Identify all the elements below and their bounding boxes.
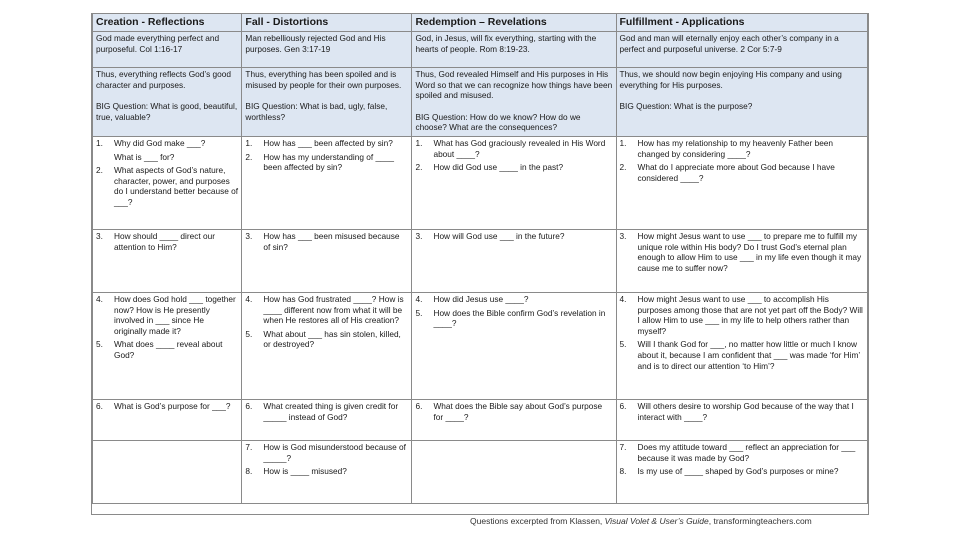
question-item <box>245 466 408 477</box>
question-cell <box>242 230 412 293</box>
question-text: How should ____ direct our attention to Him? <box>114 231 216 252</box>
question-cell <box>93 400 242 441</box>
thus-text: Thus, everything has been spoiled and is misused by people for their own purposes. <box>245 69 402 90</box>
question-number: 5. <box>245 328 253 339</box>
question-cell <box>412 441 616 504</box>
question-text: How has my understanding of ____ been affected by sin? <box>263 151 394 173</box>
question-cell <box>412 137 616 230</box>
question-row <box>93 137 868 230</box>
summary-row <box>93 32 868 68</box>
question-number: 6. <box>415 401 423 411</box>
thus-cell-creation <box>93 68 242 137</box>
question-item <box>620 339 865 371</box>
question-item <box>415 162 612 173</box>
question-text: What does the Bible say about God’s purpose for ____? <box>433 401 603 422</box>
question-text: How has my relationship to my heavenly Father been changed by considering ____? <box>637 138 834 159</box>
question-number: 3. <box>415 231 423 241</box>
question-number: 4. <box>619 294 627 304</box>
column-header-creation: Creation - Reflections <box>93 14 242 32</box>
worldview-questions-table <box>92 13 868 504</box>
question-text: Is my use of ____ shaped by God’s purposes or mine? <box>637 466 839 477</box>
question-list <box>245 231 408 252</box>
question-list <box>96 138 238 208</box>
question-item <box>96 339 238 360</box>
question-number: 6. <box>96 401 103 411</box>
question-number: 2. <box>619 162 627 173</box>
question-cell <box>412 293 616 400</box>
question-item <box>415 294 612 305</box>
question-number: 1. <box>619 138 627 148</box>
question-item <box>245 329 408 350</box>
question-text: Does my attitude toward ___ reflect an appreciation for ___ because it was made by God? <box>637 442 856 463</box>
question-cell <box>616 293 868 400</box>
question-item <box>620 162 865 183</box>
question-item <box>245 231 408 252</box>
question-text: What about ___ has sin stolen, killed, or destroyed? <box>263 328 401 350</box>
question-item <box>620 466 865 477</box>
question-list <box>245 294 408 350</box>
summary-redemption: God, in Jesus, will fix everything, starting with the hearts of people. Rom 8:19-23. <box>412 32 616 68</box>
question-item <box>415 401 612 422</box>
question-cell <box>242 400 412 441</box>
question-item <box>620 442 865 463</box>
worldview-questions-table-frame <box>91 13 869 515</box>
question-item <box>245 138 408 149</box>
question-item <box>96 231 238 252</box>
column-header-fall: Fall - Distortions <box>242 14 412 32</box>
question-cell <box>616 441 868 504</box>
question-item <box>415 231 612 242</box>
question-row <box>93 293 868 400</box>
question-list <box>620 442 865 477</box>
question-number: 5. <box>619 339 627 350</box>
column-header-fulfillment: Fulfillment - Applications <box>616 14 868 32</box>
question-number: 2. <box>245 151 253 162</box>
question-number: 6. <box>619 401 627 411</box>
question-item <box>245 401 408 422</box>
summary-fall: Man rebelliously rejected God and His purposes. Gen 3:17-19 <box>242 32 412 68</box>
question-text: Why did God make ___? <box>114 138 206 148</box>
question-list <box>415 401 612 422</box>
thus-cell-fall <box>242 68 412 137</box>
question-item <box>96 401 238 412</box>
question-number <box>96 152 114 163</box>
question-text: How is God misunderstood because of _____? <box>263 442 406 463</box>
column-header-redemption: Redemption – Revelations <box>412 14 616 32</box>
question-text: How does the Bible confirm God’s revelation in ____? <box>433 307 606 329</box>
thus-text: Thus, we should now begin enjoying His company and using everything for His purposes. <box>619 69 842 90</box>
question-number: 8. <box>245 466 253 477</box>
question-item <box>245 442 408 463</box>
thus-cell-redemption <box>412 68 616 137</box>
question-text: How will God use ___ in the future? <box>433 231 565 241</box>
question-text: How has ___ been misused because of sin? <box>263 231 400 252</box>
question-cell <box>242 137 412 230</box>
question-cell <box>616 400 868 441</box>
question-cell <box>93 230 242 293</box>
question-item <box>96 165 238 207</box>
question-row <box>93 400 868 441</box>
question-item <box>96 294 238 336</box>
thus-text: Thus, God revealed Himself and His purposes in His Word so that we can recognize how things have been spoiled and misused. <box>415 69 613 101</box>
question-text: What aspects of God’s nature, character, power, and purposes do I understand better because of ___? <box>114 165 239 207</box>
question-text: What has God graciously revealed in His Word about ____? <box>433 138 606 159</box>
summary-fulfillment: God and man will eternally enjoy each other’s company in a perfect and purposeful universe. 2 Cor 5:7-9 <box>616 32 868 68</box>
citation-prefix: Questions excerpted from Klassen, <box>470 516 605 526</box>
question-number: 3. <box>96 231 103 241</box>
question-text: How might Jesus want to use ___ to prepare me to fulfill my unique role within His body? Do I trust God’s eternal plan enough to allow Him to use ___ in my life even though it may cause me to suffer now? <box>637 231 862 273</box>
question-text: What does ____ reveal about God? <box>114 339 223 360</box>
question-number: 2. <box>96 165 103 176</box>
question-number: 4. <box>245 294 253 304</box>
question-number: 5. <box>96 339 103 350</box>
question-text: What do I appreciate more about God because I have considered ____? <box>637 162 835 183</box>
question-cell <box>616 137 868 230</box>
thus-text: Thus, everything reflects God’s good character and purposes. <box>96 69 231 90</box>
question-text: What is ___ for? <box>114 151 175 162</box>
question-cell <box>412 230 616 293</box>
question-text: How is ____ misused? <box>263 466 347 477</box>
citation-suffix: , transformingteachers.com <box>708 516 812 526</box>
question-text: What created thing is given credit for _____ instead of God? <box>263 401 399 422</box>
question-text: What is God’s purpose for ___? <box>114 401 231 411</box>
question-item <box>620 401 865 422</box>
question-number: 3. <box>245 231 253 241</box>
question-number: 3. <box>619 231 627 241</box>
thus-cell-fulfillment <box>616 68 868 137</box>
question-item <box>620 231 865 273</box>
question-text: How did Jesus use ____? <box>433 294 529 304</box>
question-list <box>620 294 865 371</box>
question-cell <box>242 441 412 504</box>
question-list <box>96 231 238 252</box>
question-text: How did God use ____ in the past? <box>433 162 564 173</box>
question-text: How might Jesus want to use ___ to accomplish His purposes among those that are not yet part off the Body? Will I allow Him to use ___ in my life to help others rather than myself? <box>637 294 863 336</box>
question-number: 8. <box>619 466 627 477</box>
question-item <box>245 294 408 326</box>
question-number: 5. <box>415 307 423 318</box>
question-cell <box>616 230 868 293</box>
big-question: BIG Question: What is the purpose? <box>619 101 753 112</box>
question-number: 1. <box>415 138 423 148</box>
question-text: How does God hold ___ together now? How is He presently involved in ___ since He originally made it? <box>114 294 236 336</box>
question-list <box>620 401 865 422</box>
question-list <box>620 231 865 273</box>
summary-creation: God made everything perfect and purposeful. Col 1:16-17 <box>93 32 242 68</box>
question-list <box>96 401 238 412</box>
question-list <box>96 294 238 361</box>
question-number: 4. <box>415 294 423 304</box>
source-citation <box>470 516 812 526</box>
question-item <box>415 138 612 159</box>
question-cell <box>93 293 242 400</box>
big-question: BIG Question: How do we know? How do we choose? What are the consequences? <box>415 111 581 133</box>
question-number: 1. <box>245 138 253 148</box>
question-item <box>96 138 238 149</box>
question-text: How has God frustrated ____? How is ____ different now from what it will be when He restores all of His creation? <box>263 294 404 326</box>
question-item <box>96 152 238 163</box>
header-row <box>93 14 868 32</box>
question-item <box>415 308 612 329</box>
question-row <box>93 441 868 504</box>
question-number: 7. <box>619 442 627 452</box>
question-number: 4. <box>96 294 103 304</box>
citation-title: Visual Volet & User’s Guide <box>604 516 709 526</box>
question-list <box>415 294 612 329</box>
question-list <box>415 231 612 242</box>
question-item <box>245 152 408 173</box>
question-cell <box>412 400 616 441</box>
question-list <box>415 138 612 173</box>
question-number: 6. <box>245 401 253 411</box>
question-list <box>245 138 408 173</box>
question-cell <box>242 293 412 400</box>
big-question: BIG Question: What is good, beautiful, true, valuable? <box>96 101 238 122</box>
question-number: 2. <box>415 162 423 173</box>
question-list <box>620 138 865 183</box>
question-cell <box>93 137 242 230</box>
question-text: Will I thank God for ___, no matter how little or much I know about it, because I am confident that ___ was made ‘for Him’ and is to direct our attention ‘to Him’? <box>637 339 860 371</box>
question-text: Will others desire to worship God because of the way that I interact with ____? <box>637 401 854 422</box>
question-item <box>620 294 865 336</box>
question-row <box>93 230 868 293</box>
question-item <box>620 138 865 159</box>
question-list <box>245 401 408 422</box>
question-list <box>245 442 408 477</box>
question-number: 1. <box>96 138 103 148</box>
question-number: 7. <box>245 442 253 452</box>
question-text: How has ___ been affected by sin? <box>263 138 393 148</box>
question-cell <box>93 441 242 504</box>
big-question: BIG Question: What is bad, ugly, false, worthless? <box>245 101 388 122</box>
thus-row <box>93 68 868 137</box>
